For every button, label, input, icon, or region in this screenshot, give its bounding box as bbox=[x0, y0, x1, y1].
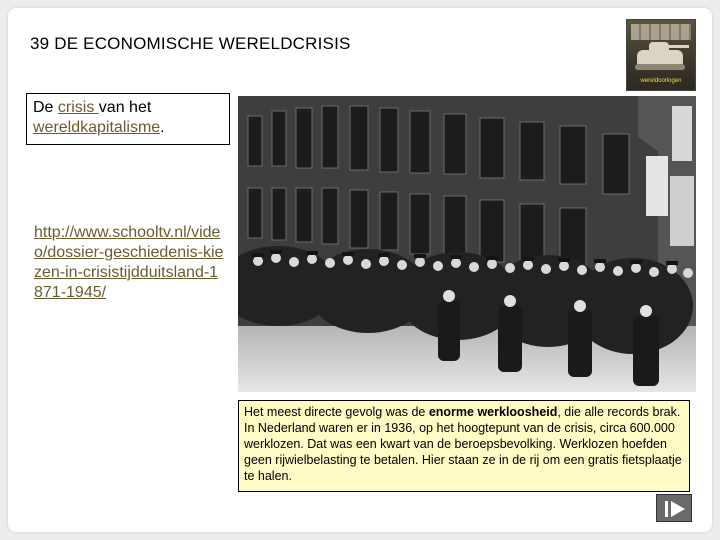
next-slide-button[interactable] bbox=[656, 494, 692, 522]
intro-pre: De bbox=[33, 99, 58, 116]
caption-part2: , die alle records brak. In Nederland waren er in 1936, op het hoogtepunt van de crisis, circa 600.000 werklozen. Dat was een kwart van de beroepsbevolking. Werklozen hoefden geen rijwielbelasting te betalen. Hier staan ze in de rij om een gratis fietsplaatje te halen. bbox=[244, 405, 682, 483]
tank-track bbox=[635, 64, 685, 70]
intro-textbox bbox=[26, 93, 230, 145]
logo-text: wereldoorlogen bbox=[640, 78, 682, 84]
intro-mid: van het bbox=[98, 99, 152, 116]
logo-background bbox=[631, 24, 691, 40]
tank-gun bbox=[667, 45, 689, 48]
intro-post: . bbox=[160, 119, 165, 136]
caption-part1: Het meest directe gevolg was de bbox=[244, 405, 429, 419]
slide-title: 39 DE ECONOMISCHE WERELDCRISIS bbox=[30, 34, 351, 53]
historical-photo bbox=[238, 96, 696, 392]
wereldkapitalisme-link[interactable]: wereldkapitalisme bbox=[33, 119, 161, 136]
caption-bold: enorme werkloosheid bbox=[428, 405, 558, 419]
play-arrow-icon bbox=[671, 501, 685, 517]
crisis-link[interactable]: crisis bbox=[57, 99, 99, 116]
photo-caption bbox=[238, 400, 690, 492]
photo-drawing bbox=[238, 96, 696, 392]
next-slide-icon bbox=[665, 501, 668, 517]
schooltv-link[interactable]: http://www.schooltv.nl/video/dossier-geschiedenis-kiezen-in-crisistijdduitsland-1871-1945/ bbox=[34, 224, 224, 301]
site-logo[interactable] bbox=[626, 19, 696, 91]
